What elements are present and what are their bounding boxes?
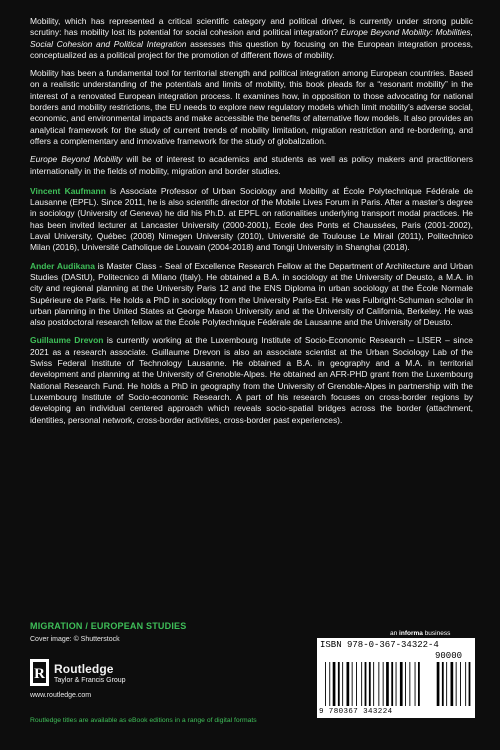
author-name: Guillaume Drevon	[30, 335, 104, 346]
blurb-paragraph-1	[30, 16, 473, 61]
author-bio	[30, 261, 473, 329]
blurb-paragraph-2: Mobility has been a fundamental tool for territorial strength and political integration among European countries. Based on a realistic understanding of the potentials and limits of mobility, this book pleads for a “resonant mobility” in the interest of a renovated European integration process. It examines how, in opposition to those advocating for national borders and mobility restrictions, the EU needs to explore new regulatory models which limit mobility’s adverse social, economic, and environmental impacts and make accessible the benefits of alternative flow models. It also provides an analytical framework for the study of current trends of mobility limitation, migration restriction and re-bordering, and offers a complementary and innovative framework for the study of globalization.	[30, 68, 473, 146]
book-title-italic: Europe Beyond Mobility: Mobilities, Social Cohesion and Political Integration	[30, 27, 473, 49]
informa-brand: informa	[399, 630, 423, 637]
blurb-text: will be of interest to academics and students as well as policy makers and practitioners internationally in the fields of mobility, migration and border studies.	[30, 154, 473, 176]
cover-text	[30, 16, 473, 435]
publisher-name: Routledge	[54, 661, 114, 676]
price-code: 90000	[435, 651, 463, 661]
author-name: Ander Audikana	[30, 260, 95, 271]
informa-suffix: business	[422, 630, 451, 637]
subject-category: MIGRATION / EUROPEAN STUDIES	[30, 621, 187, 631]
isbn-barcode	[317, 638, 475, 718]
isbn-number: ISBN 978-0-367-34322-4	[320, 640, 439, 650]
blurb-text: Mobility, which has represented a critical scientific category and political driver, is currently under strong public scrutiny: has mobility lost its potential for social cohesion and political integration?	[30, 16, 473, 38]
barcode-digits: 9 780367 343224	[319, 708, 393, 716]
author-bio	[30, 186, 473, 254]
publisher-website[interactable]: www.routledge.com	[30, 692, 92, 699]
author-bio-text: is currently working at the Luxembourg Institute of Socio-Economic Research – LISER – since 2021 as a research associate. Guillaume Drevon is also an associate scientist at the Urban Sociology Lab of the Swiss Federal Institute of Technology Lausanne. He obtained a B.A. in geography and a M.A. in territorial development and planning at the University of Grenoble-Alpes. He obtained an AFR-PHD grant from the Luxembourg National Research Fund. He holds a PhD in geography from the University of Grenoble-Alpes in partnership with the Luxembourg Institute of Socio-economic Research. A part of his research focuses on cross-border regions by developing an individual centered approach which reveals socio-spatial bridges across the border (attachment, identities, personal network, cross-border activities, cross-border past experiences).	[30, 335, 473, 425]
informa-tagline	[390, 630, 450, 637]
author-bio	[30, 335, 473, 425]
cover-image-credit: Cover image: © Shutterstock	[30, 636, 120, 643]
blurb-text: assesses this question by focusing on the European integration process, conceptualized as a political project for the promotion of different flows of mobility.	[30, 38, 474, 60]
book-title-italic: Europe Beyond Mobility	[30, 154, 123, 165]
ebook-note: Routledge titles are available as eBook editions in a range of digital formats	[30, 717, 257, 724]
author-name: Vincent Kaufmann	[30, 185, 106, 196]
author-bio-text: is Master Class - Seal of Excellence Research Fellow at the Department of Architecture and Urban Studies (DAStU), Politecnico di Milano (Italy). He obtained a B.A. in sociology at the University of Deusto, a M.A. in city and regional planning at the University Paris 12 and the ENS Diploma in urban sociology at the École Normale Supérieure de Paris. He holds a PhD in sociology from the University Paris-Est. He was Fulbright-Schuman scholar in urban planning in the United States at George Mason University and at the University of California, Berkeley. He was also postdoctoral research fellow at the École Polytechnique Fédérale de Lausanne and the University of Deusto.	[30, 260, 473, 328]
author-bio-text: is Associate Professor of Urban Sociology and Mobility at École Polytechnique Fédérale de Lausanne (EPFL). Since 2011, he is also scientific director of the Mobile Lives Forum in Paris. After a master’s degree in sociology (University of Geneva) he did his Ph.D. at EPFL on rationalities underlying transport modal practices. He has been invited lecturer at Lancaster University (2000-2001), Ecole des Ponts et Chaussées, Paris (2001-2002), Laval University, Québec (2008) Nimegen University (2010), Université de Toulouse Le Mirail (2011), Politechnico Milan (2016), Université Catholique de Louvain (2004-2018) and Tongji University in Shanghai (2018).	[30, 185, 473, 253]
blurb-paragraph-3	[30, 154, 473, 177]
publisher-logo	[30, 659, 126, 686]
svg-text:R: R	[34, 666, 45, 682]
routledge-logo-icon	[30, 659, 49, 686]
informa-prefix: an	[390, 630, 400, 637]
publisher-group: Taylor & Francis Group	[54, 676, 126, 684]
barcode-bars	[317, 638, 475, 718]
